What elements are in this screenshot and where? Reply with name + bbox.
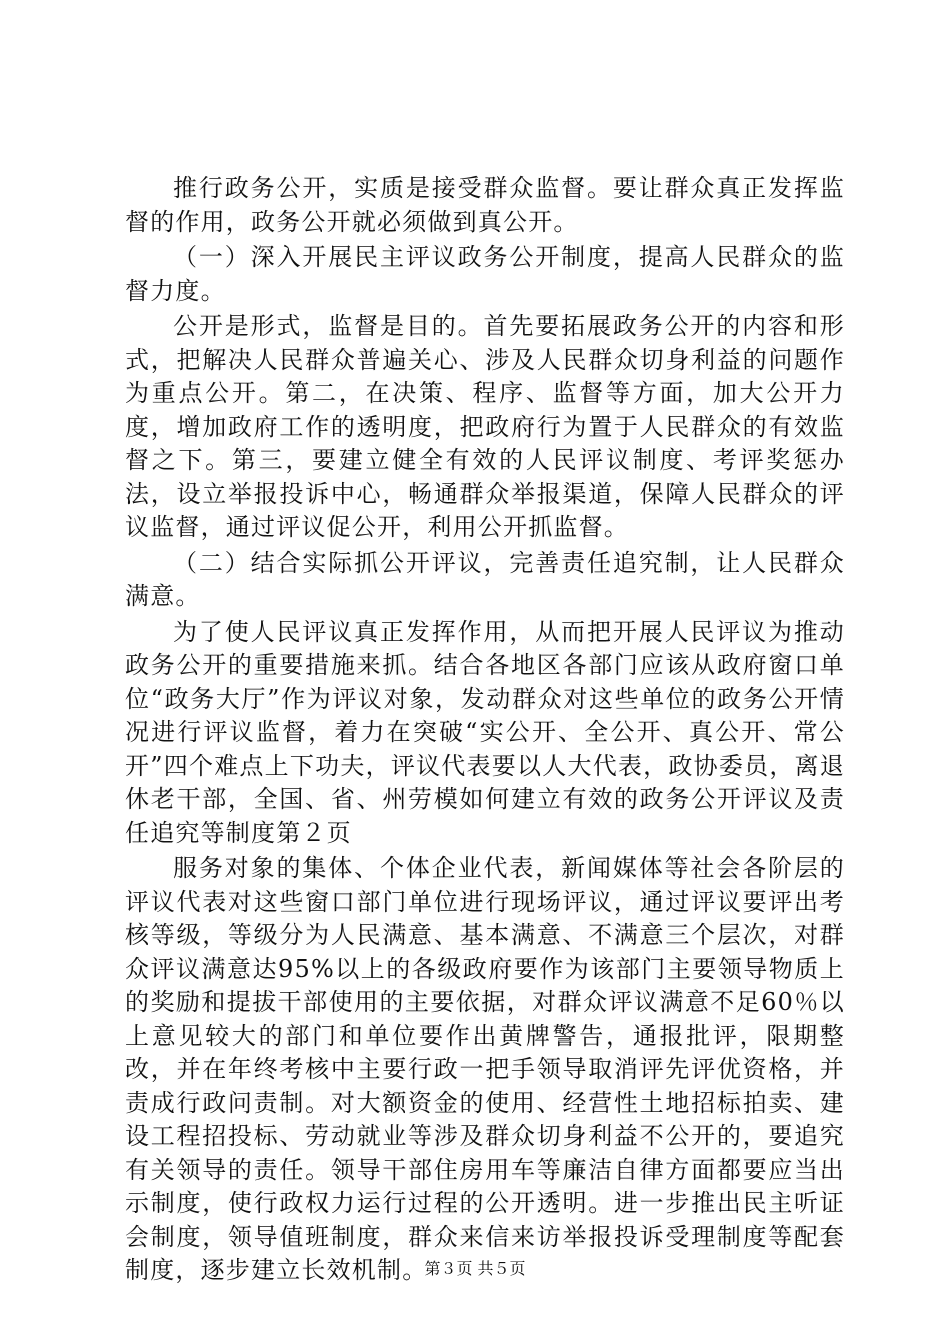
section-heading-1: （一）深入开展民主评议政务公开制度，提高人民群众的监督力度。 <box>125 243 845 305</box>
paragraph-section-2b: 服务对象的集体、个体企业代表，新闻媒体等社会各阶层的评议代表对这些窗口部门单位进行现场评议，通过评议要评出考核等级，等级分为人民满意、基本满意、不满意三个层次，对群众评议满意达95%以上的各级政府要作为该部门主要领导物质上的奖励和提拔干部使用的主要依据，对群众评议满意不足60％以上意见较大的部门和单位要作出黄牌警告，通报批评，限期整改，并在年终考核中主要行政一把手领导取消评先评优资格，并责成行政问责制。对大额资金的使用、经营性土地招标拍卖、建设工程招投标、劳动就业等涉及群众切身利益不公开的，要追究有关领导的责任。领导干部住房用车等廉洁自律方面都要应当出示制度，使行政权力运行过程的公开透明。进一步推出民主听证会制度，领导值班制度，群众来信来访举报投诉受理制度等配套制度，逐步建立长效机制。 <box>125 854 845 1284</box>
paragraph-section-1: 公开是形式，监督是目的。首先要拓展政务公开的内容和形式，把解决人民群众普遍关心、涉及人民群众切身利益的问题作为重点公开。第二，在决策、程序、监督等方面，加大公开力度，增加政府工作的透明度，把政府行为置于人民群众的有效监督之下。第三，要建立健全有效的人民评议制度、考评奖惩办法，设立举报投诉中心，畅通群众举报渠道，保障人民群众的评议监督，通过评议促公开，利用公开抓监督。 <box>125 312 845 541</box>
paragraph-intro: 推行政务公开，实质是接受群众监督。要让群众真正发挥监督的作用，政务公开就必须做到真公开。 <box>125 174 845 236</box>
document-body <box>125 172 845 1290</box>
paragraph-section-2a: 为了使人民评议真正发挥作用，从而把开展人民评议为推动政务公开的重要措施来抓。结合各地区各部门应该从政府窗口单位“政务大厅”作为评议对象，发动群众对这些单位的政务公开情况进行评议监督，着力在突破“实公开、全公开、真公开、常公开”四个难点上下功夫，评议代表要以人大代表，政协委员，离退休老干部，全国、省、州劳模如何建立有效的政务公开评议及责任追究等制度第２页 <box>125 617 845 847</box>
page-footer: 第３页 共５页 <box>424 1259 526 1278</box>
section-heading-2: （二）结合实际抓公开评议，完善责任追究制，让人民群众满意。 <box>125 548 845 610</box>
